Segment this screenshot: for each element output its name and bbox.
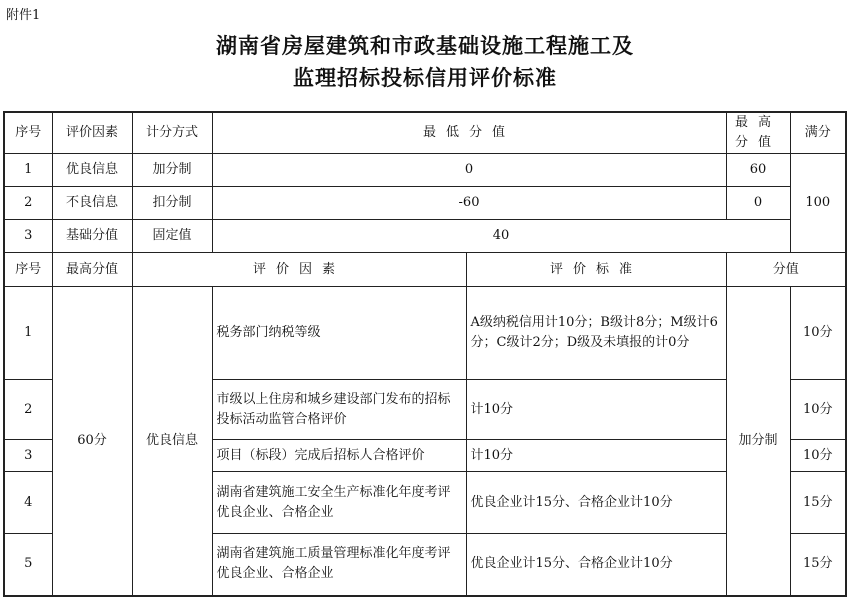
row-min: -60 (212, 187, 726, 220)
summary-row (4, 187, 846, 220)
row-min: 0 (212, 154, 726, 187)
row-no: 3 (4, 440, 52, 472)
row-item: 湖南省建筑施工质量管理标准化年度考评优良企业、合格企业 (212, 534, 466, 596)
row-item: 市级以上住房和城乡建设部门发布的招标投标活动监管合格评价 (212, 380, 466, 440)
row-standard: 计10分 (466, 380, 726, 440)
header-method: 计分方式 (132, 112, 212, 154)
summary-header-row (4, 112, 846, 154)
header-factor: 评价因素 (52, 112, 132, 154)
row-max: 60 (726, 154, 790, 187)
row-item: 项目（标段）完成后招标人合格评价 (212, 440, 466, 472)
row-no: 1 (4, 154, 52, 187)
header-evaluation-factor: 评价因素 (132, 253, 466, 287)
detail-row (4, 287, 846, 380)
summary-row (4, 154, 846, 187)
header-max-score: 最高分值 (726, 112, 790, 154)
header-full-score: 满分 (790, 112, 846, 154)
row-max: 0 (726, 187, 790, 220)
row-method: 加分制 (132, 154, 212, 187)
row-score: 10分 (790, 287, 846, 380)
header-evaluation-standard: 评价标准 (466, 253, 726, 287)
group-method: 加分制 (726, 287, 790, 596)
header-no: 序号 (4, 112, 52, 154)
row-no: 4 (4, 472, 52, 534)
attachment-label: 附件1 (6, 8, 41, 23)
full-score-value: 100 (790, 154, 846, 253)
group-max-score: 60分 (52, 287, 132, 596)
row-score: 15分 (790, 472, 846, 534)
header-score: 分值 (726, 253, 846, 287)
row-score: 15分 (790, 534, 846, 596)
row-no: 2 (4, 380, 52, 440)
summary-row (4, 220, 846, 253)
row-standard: 优良企业计15分、合格企业计10分 (466, 472, 726, 534)
row-factor: 优良信息 (52, 154, 132, 187)
row-no: 5 (4, 534, 52, 596)
row-method: 固定值 (132, 220, 212, 253)
row-factor: 基础分值 (52, 220, 132, 253)
row-no: 1 (4, 287, 52, 380)
row-item: 税务部门纳税等级 (212, 287, 466, 380)
document-title-line-2: 监理招标投标信用评价标准 (293, 66, 557, 90)
detail-header-row (4, 253, 846, 287)
row-fixed-value: 40 (212, 220, 790, 253)
row-standard: 优良企业计15分、合格企业计10分 (466, 534, 726, 596)
header-no: 序号 (4, 253, 52, 287)
row-no: 3 (4, 220, 52, 253)
row-method: 扣分制 (132, 187, 212, 220)
row-score: 10分 (790, 380, 846, 440)
row-factor: 不良信息 (52, 187, 132, 220)
credit-evaluation-table (3, 111, 847, 597)
row-standard: 计10分 (466, 440, 726, 472)
group-factor: 优良信息 (132, 287, 212, 596)
row-standard: A级纳税信用计10分；B级计8分；M级计6分；C级计2分；D级及未填报的计0分 (466, 287, 726, 380)
header-min-score: 最低分值 (212, 112, 726, 154)
header-group-max: 最高分值 (52, 253, 132, 287)
row-item: 湖南省建筑施工安全生产标准化年度考评优良企业、合格企业 (212, 472, 466, 534)
row-no: 2 (4, 187, 52, 220)
row-score: 10分 (790, 440, 846, 472)
document-title-line-1: 湖南省房屋建筑和市政基础设施工程施工及 (216, 34, 634, 58)
